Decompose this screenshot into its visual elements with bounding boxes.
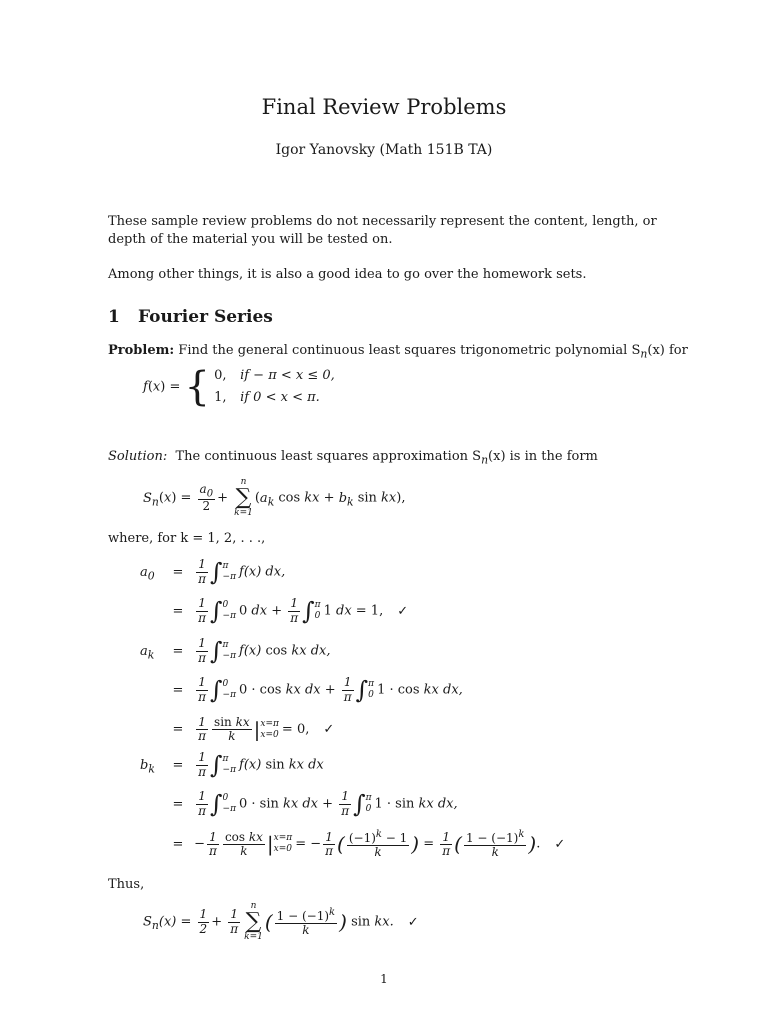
eq-bk-2: = $\frac{1}{\pi}$ ∫ 0 −π 0 · sin kx dx + $\frac{1}{\pi}$ ∫ π 0 1 · sin kx dx, xyxy=(172,789,458,818)
problem-statement: Problem: Find the general continuous least squares trigonometric polynomial $S_n(x)$ for xyxy=(108,343,688,361)
page-number: 1 xyxy=(380,972,388,986)
eq-ak-3: = $\frac{1}{\pi}$ $\frac{\text{sin kx}}{k}$ | x=π x=0 = 0, ✓ xyxy=(172,715,335,744)
case-2-value: 1, xyxy=(214,390,227,405)
problem-text: Find the general continuous least squares trigonometric polynomial S xyxy=(178,343,641,358)
sn-formula: $S_n(x)$ = $\frac{a_0}{2}$ + n ∑ k=1 ($a_k$ cos kx + $b_k$ sin kx), xyxy=(143,477,406,518)
solution-text: The continuous least squares approximation S xyxy=(175,449,482,464)
eq-ak-1: $a_k$ = $\frac{1}{\pi}$ ∫ π −π f(x) cos kx dx, xyxy=(140,636,331,665)
check-icon: ✓ xyxy=(554,836,566,852)
section-number: 1 xyxy=(108,307,120,327)
case-1-value: 0, xyxy=(214,368,227,383)
section-title: Fourier Series xyxy=(138,307,273,327)
eq-bk-3: = − $\frac{1}{\pi}$ $\frac{\text{cos kx}}{k}$ | x=π x=0 = − $\frac{1}{\pi}$ ( $\frac{(-1)^k - 1}{k}$ ) = $\frac{1}{\pi}$ ( $\frac{1 - (-1)^k}{k}$ ). ✓ xyxy=(172,829,566,860)
piecewise-definition: f(x) = { 0, if − π < x ≤ 0, 1, if 0 < x < π. xyxy=(143,364,335,410)
sn-result: $S_n(x)$ = $\frac{1}{2}$ + $\frac{1}{\pi}$ n ∑ k=1 ( $\frac{1 - (-1)^k}{k}$ ) sin kx. ✓ xyxy=(143,901,419,942)
thus-text: Thus, xyxy=(108,877,145,892)
check-icon: ✓ xyxy=(397,603,409,619)
eq-bk-1: $b_k$ = $\frac{1}{\pi}$ ∫ π −π f(x) sin kx dx xyxy=(140,750,324,779)
solution-label: Solution: xyxy=(108,449,168,464)
eq-ak-2: = $\frac{1}{\pi}$ ∫ 0 −π 0 · cos kx dx + $\frac{1}{\pi}$ ∫ π 0 1 · cos kx dx, xyxy=(172,675,463,704)
check-icon: ✓ xyxy=(407,914,419,930)
intro-paragraph-2: Among other things, it is also a good idea to go over the homework sets. xyxy=(108,267,587,282)
check-icon: ✓ xyxy=(323,722,335,738)
eq-a0-2: = $\frac{1}{\pi}$ ∫ 0 −π 0 dx + $\frac{1}{\pi}$ ∫ π 0 1 dx = 1, ✓ xyxy=(172,596,409,625)
section-heading xyxy=(108,307,273,327)
solution-statement: Solution: The continuous least squares approximation $S_n(x)$ is in the form xyxy=(108,449,598,467)
author-line: Igor Yanovsky (Math 151B TA) xyxy=(275,142,493,158)
case-1-condition: if − π < x ≤ 0, xyxy=(240,368,335,383)
case-2-condition: if 0 < x < π. xyxy=(240,390,320,405)
page-title: Final Review Problems xyxy=(261,95,507,119)
where-text: where, for k = 1, 2, . . ., xyxy=(108,531,266,546)
problem-label: Problem: xyxy=(108,343,175,358)
intro-paragraph-1: These sample review problems do not necessarily represent the content, length, or depth of the material you will be tested on. xyxy=(108,214,657,247)
eq-a0-1: $a_0$ = $\frac{1}{\pi}$ ∫ π −π f(x) dx, xyxy=(140,557,286,586)
